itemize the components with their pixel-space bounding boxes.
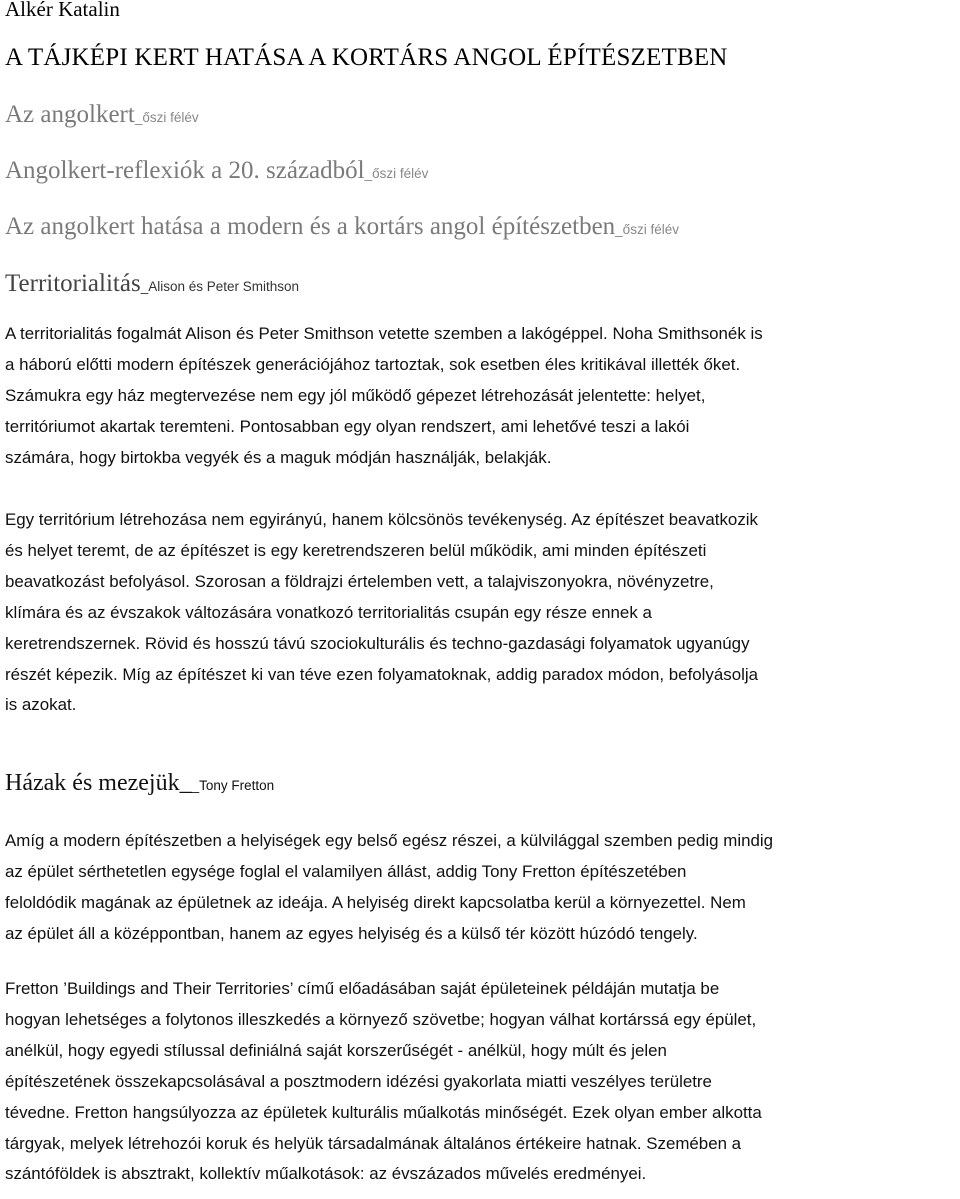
section-heading [5,270,299,298]
text-line: beavatkozást befolyásol. Szorosan a földrajzi értelemben vett, a talajviszonyokra, növényzetre, [5,571,714,591]
text-line: Fretton ’Buildings and Their Territories’ című előadásában saját épületeinek példáján mutatja be [5,979,720,998]
text-line: Számukra egy ház megtervezése nem egy jól működő gépezet létrehozását jelentette: helyet, [5,385,706,405]
text-line: A territorialitás fogalmát Alison és Peter Smithson vetette szemben a lakógéppel. Noha Smithsonék is [5,324,763,343]
document-title: A TÁJKÉPI KERT HATÁSA A KORTÁRS ANGOL ÉPÍTÉSZETBEN [5,44,728,71]
section-heading-title: Territorialitás [5,270,141,297]
course-line [5,213,679,241]
text-line: számára, hogy birtokba vegyék és a maguk módján használják, belakják. [5,447,552,467]
course-semester: _őszi félév [615,222,679,237]
text-line: Egy territórium létrehozása nem egyirányú, hanem kölcsönös tevékenység. Az építészet beavatkozik [5,510,758,529]
paragraph [5,319,953,474]
text-line: az épület sérthetetlen egysége foglal el valamilyen állást, addig Tony Fretton építészetében [5,861,687,881]
text-line: is azokat. [5,695,77,715]
text-line: klímára és az évszakok változására vonatkozó territorialitás csupán egy része ennek a [5,602,652,622]
text-line: építészetének összekapcsolásával a posztmodern idézési gyakorlata miatti veszélyes területre [5,1071,712,1091]
text-line: hogyan lehetséges a folytonos illeszkedés a környező szövetbe; hogyan válhat kortárssá egy épület, [5,1009,757,1029]
text-line: territóriumot akartak teremteni. Pontosabban egy olyan rendszert, ami lehetővé teszi a lakói [5,416,690,436]
text-line: és helyet teremt, de az építészet is egy keretrendszeren belül működik, ami minden építészeti [5,540,707,560]
course-semester: _őszi félév [134,110,199,125]
text-line: szántóföldek is absztrakt, kollektív műalkotások: az évszázados művelés eredményei. [5,1164,647,1184]
text-line: az épület áll a középpontban, hanem az egyes helyiség és a külső tér között húzódó tengely. [5,923,698,943]
text-line: feloldódik magának az épületnek az ideája. A helyiség direkt kapcsolatba kerül a környezettel. Nem [5,892,746,912]
course-name: Az angolkert [5,101,135,128]
text-line: keretrendszernek. Rövid és hosszú távú szociokulturális és techno-gazdasági folyamatok ugyanúgy [5,633,750,653]
text-line: anélkül, hogy egyedi stílussal definiálná saját korszerűségét - anélkül, hogy múlt és jelen [5,1040,667,1060]
text-line: tárgyak, melyek létrehozói koruk és helyük társadalmának általános értékeire hatnak. Szemében a [5,1133,742,1153]
course-line [5,157,428,185]
section-heading-subtitle: _Tony Fretton [191,778,275,793]
course-line [5,101,199,129]
course-name: Az angolkert hatása a modern és a kortárs angol építészetben [5,213,616,240]
paragraph [5,826,953,950]
text-line: tévedne. Fretton hangsúlyozza az épületek kulturális műalkotás minőségét. Ezek olyan ember alkotta [5,1102,762,1122]
section-heading-subtitle: _Alison és Peter Smithson [140,279,300,294]
paragraph [5,505,953,721]
course-semester: _őszi félév [364,166,429,181]
author-name: Alkér Katalin [5,0,120,21]
section-heading-title: Házak és mezejük_ [5,770,192,796]
paragraph [5,974,953,1190]
text-line: a háború előtti modern építészek generációjához tartoztak, sok esetben éles kritikával illették őket. [5,354,741,374]
section-heading [5,770,274,797]
text-line: részét képezik. Míg az építészet ki van téve ezen folyamatoknak, addig paradox módon, befolyásolja [5,664,758,684]
course-name: Angolkert-reflexiók a 20. századból [5,157,365,184]
text-line: Amíg a modern építészetben a helyiségek egy belső egész részei, a külvilággal szemben pedig mindig [5,831,774,850]
